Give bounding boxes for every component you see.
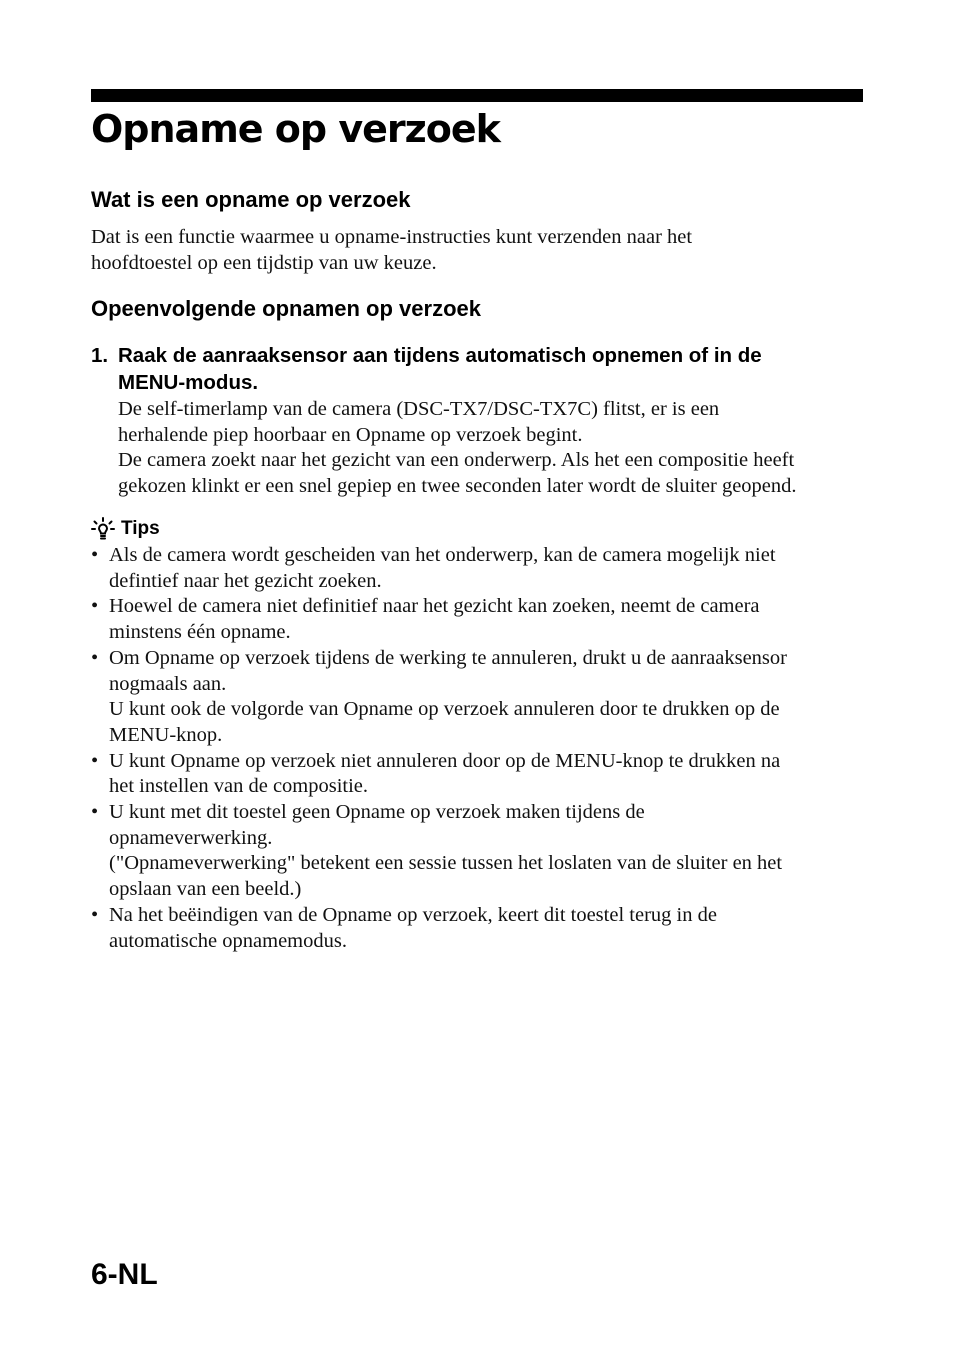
step-1-body: [118, 397, 878, 500]
tip-item: [91, 800, 871, 903]
section-heading-what-is: Wat is een opname op verzoek: [91, 187, 411, 212]
bullet: •: [91, 749, 99, 772]
page-number: 6-NL: [91, 1258, 158, 1291]
tip-line: opslaan van een beeld.): [109, 878, 302, 901]
tip-line: ("Opnameverwerking" betekent een sessie tussen het loslaten van de sluiter en het: [109, 852, 783, 875]
tips-list: [91, 543, 871, 954]
tip-line: opnameverwerking.: [109, 826, 273, 849]
tip-line: automatische opnamemodus.: [109, 929, 347, 952]
tip-line: defintief naar het gezicht zoeken.: [109, 569, 382, 592]
tip-line: Als de camera wordt gescheiden van het onderwerp, kan de camera mogelijk niet: [109, 544, 776, 566]
bullet: •: [91, 801, 99, 824]
tip-line: U kunt met dit toestel geen Opname op verzoek maken tijdens de: [109, 801, 645, 824]
tip-line: Na het beëindigen van de Opname op verzoek, keert dit toestel terug in de: [109, 903, 717, 926]
intro-paragraph: [91, 225, 871, 276]
tips-header: [91, 515, 160, 543]
section-heading-consecutive: Opeenvolgende opnamen op verzoek: [91, 296, 481, 321]
step-1-title: [91, 342, 762, 396]
tip-line: Om Opname op verzoek tijdens de werking te annuleren, drukt u de aanraaksensor: [109, 646, 787, 669]
step-body-line: gekozen klinkt er een snel gepiep en twee seconden later wordt de sluiter geopend.: [118, 475, 797, 498]
tip-item: [91, 543, 871, 594]
page-title: Opname op verzoek: [91, 107, 500, 151]
step-body-line: De self-timerlamp van de camera (DSC-TX7/DSC-TX7C) flitst, er is een: [118, 398, 720, 420]
bullet: •: [91, 646, 99, 669]
intro-line: hoofdtoestel op een tijdstip van uw keuze.: [91, 251, 437, 274]
tip-line: nogmaals aan.: [109, 672, 227, 695]
step-title-line: MENU-modus.: [118, 371, 259, 394]
step-number: 1.: [91, 344, 109, 367]
tip-line: minstens één opname.: [109, 621, 291, 644]
tip-line: het instellen van de compositie.: [109, 775, 369, 798]
tip-line: U kunt ook de volgorde van Opname op verzoek annuleren door te drukken op de: [109, 698, 780, 721]
step-body-line: De camera zoekt naar het gezicht van een onderwerp. Als het een compositie heeft: [118, 449, 795, 472]
tip-line: U kunt Opname op verzoek niet annuleren door op de MENU-knop te drukken na: [109, 749, 781, 772]
tip-item: [91, 903, 871, 954]
step-title-line: Raak de aanraaksensor aan tijdens automatisch opnemen of in de: [118, 344, 762, 367]
tip-line: MENU-knop.: [109, 723, 223, 746]
tips-label: Tips: [121, 518, 160, 539]
tip-item: [91, 646, 871, 749]
tip-line: Hoewel de camera niet definitief naar het gezicht kan zoeken, neemt de camera: [109, 595, 760, 618]
tip-item: [91, 594, 871, 645]
intro-line: Dat is een functie waarmee u opname-instructies kunt verzenden naar het: [91, 226, 693, 248]
title-rule: [91, 89, 863, 102]
lightbulb-icon: [91, 517, 115, 541]
tip-item: [91, 749, 871, 800]
bullet: •: [91, 903, 99, 926]
step-body-line: herhalende piep hoorbaar en Opname op verzoek begint.: [118, 423, 583, 446]
bullet: •: [91, 544, 99, 566]
bullet: •: [91, 595, 99, 618]
